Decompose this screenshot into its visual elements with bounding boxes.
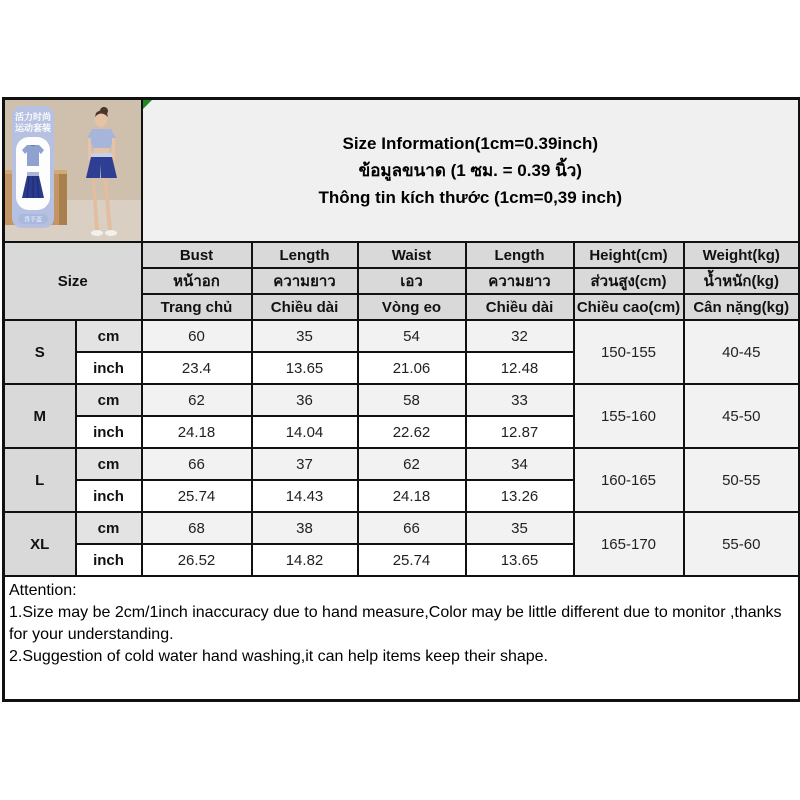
title-line-th: ข้อมูลขนาด (1 ซม. = 0.39 นิ้ว) — [358, 160, 582, 180]
l-length1-inch: 14.43 — [252, 480, 358, 512]
col-header-weight-vi: Cân nặng(kg) — [684, 294, 800, 320]
s-length1-inch: 13.65 — [252, 352, 358, 384]
m-bust-inch: 24.18 — [142, 416, 252, 448]
xl-length2-inch: 13.65 — [466, 544, 574, 576]
m-weight-range: 45-50 — [684, 384, 800, 448]
unit-label-cm: cm — [76, 384, 142, 416]
attention-heading: Attention: — [9, 582, 77, 599]
m-bust-cm: 62 — [142, 384, 252, 416]
size-row-label-xl: XL — [4, 512, 76, 576]
unit-label-inch: inch — [76, 352, 142, 384]
l-bust-cm: 66 — [142, 448, 252, 480]
l-weight-range: 50-55 — [684, 448, 800, 512]
m-length1-cm: 36 — [252, 384, 358, 416]
col-header-length2-en: Length — [466, 242, 574, 268]
title-line-en: Size Information(1cm=0.39inch) — [342, 133, 599, 153]
size-info-title — [143, 130, 799, 212]
color-swatch-label: 香芋蓝 — [23, 217, 43, 224]
attention-note-2: 2.Suggestion of cold water hand washing,it can help items keep their shape. — [9, 648, 548, 666]
product-photo-cell — [4, 99, 142, 243]
size-row-label-m: M — [4, 384, 76, 448]
s-waist-inch: 21.06 — [358, 352, 466, 384]
xl-length1-inch: 14.82 — [252, 544, 358, 576]
xl-length2-cm: 35 — [466, 512, 574, 544]
col-header-length2-vi: Chiều dài — [466, 294, 574, 320]
col-header-height-en: Height(cm) — [574, 242, 684, 268]
unit-label-inch: inch — [76, 416, 142, 448]
col-header-height-th: ส่วนสูง(cm) — [574, 268, 684, 294]
size-table — [2, 97, 800, 702]
xl-bust-inch: 26.52 — [142, 544, 252, 576]
m-waist-cm: 58 — [358, 384, 466, 416]
xl-weight-range: 55-60 — [684, 512, 800, 576]
s-bust-inch: 23.4 — [142, 352, 252, 384]
col-header-bust-en: Bust — [142, 242, 252, 268]
s-length2-cm: 32 — [466, 320, 574, 352]
l-length2-inch: 13.26 — [466, 480, 574, 512]
l-bust-inch: 25.74 — [142, 480, 252, 512]
m-length2-cm: 33 — [466, 384, 574, 416]
s-weight-range: 40-45 — [684, 320, 800, 384]
s-height-range: 150-155 — [574, 320, 684, 384]
col-header-weight-en: Weight(kg) — [684, 242, 800, 268]
l-waist-inch: 24.18 — [358, 480, 466, 512]
col-header-length1-vi: Chiều dài — [252, 294, 358, 320]
s-bust-cm: 60 — [142, 320, 252, 352]
card-badge-line2: 运动套装 — [14, 123, 52, 133]
xl-length1-cm: 38 — [252, 512, 358, 544]
unit-label-inch: inch — [76, 544, 142, 576]
size-row-label-l: L — [4, 448, 76, 512]
col-header-height-vi: Chiều cao(cm) — [574, 294, 684, 320]
xl-waist-inch: 25.74 — [358, 544, 466, 576]
product-card — [12, 106, 54, 228]
s-waist-cm: 54 — [358, 320, 466, 352]
unit-label-cm: cm — [76, 448, 142, 480]
green-corner-marker — [143, 100, 152, 109]
s-length1-cm: 35 — [252, 320, 358, 352]
m-waist-inch: 22.62 — [358, 416, 466, 448]
col-header-waist-th: เอว — [358, 268, 466, 294]
model-shorts — [86, 157, 117, 178]
l-length1-cm: 37 — [252, 448, 358, 480]
attention-note — [4, 576, 800, 700]
l-length2-cm: 34 — [466, 448, 574, 480]
title-line-vi: Thông tin kích thước (1cm=0,39 inch) — [318, 188, 623, 208]
col-header-length1-en: Length — [252, 242, 358, 268]
title-cell — [142, 99, 800, 243]
product-photo — [5, 100, 142, 241]
col-header-waist-en: Waist — [358, 242, 466, 268]
m-length1-inch: 14.04 — [252, 416, 358, 448]
size-row-label-s: S — [4, 320, 76, 384]
xl-bust-cm: 68 — [142, 512, 252, 544]
xl-height-range: 165-170 — [574, 512, 684, 576]
m-length2-inch: 12.87 — [466, 416, 574, 448]
unit-label-cm: cm — [76, 320, 142, 352]
col-header-length2-th: ความยาว — [466, 268, 574, 294]
col-header-bust-th: หน้าอก — [142, 268, 252, 294]
unit-label-cm: cm — [76, 512, 142, 544]
xl-waist-cm: 66 — [358, 512, 466, 544]
col-header-bust-vi: Trang chủ — [142, 294, 252, 320]
col-header-waist-vi: Vòng eo — [358, 294, 466, 320]
card-badge-line1: 活力时尚 — [14, 112, 52, 122]
l-waist-cm: 62 — [358, 448, 466, 480]
col-header-length1-th: ความยาว — [252, 268, 358, 294]
m-height-range: 155-160 — [574, 384, 684, 448]
unit-label-inch: inch — [76, 480, 142, 512]
col-header-weight-th: น้ำหนัก(kg) — [684, 268, 800, 294]
l-height-range: 160-165 — [574, 448, 684, 512]
attention-note-1: 1.Size may be 2cm/1inch inaccuracy due to hand measure,Color may be little different due to monitor ,thanks for your understanding. — [9, 604, 782, 644]
size-header-label: Size — [4, 242, 142, 320]
s-length2-inch: 12.48 — [466, 352, 574, 384]
